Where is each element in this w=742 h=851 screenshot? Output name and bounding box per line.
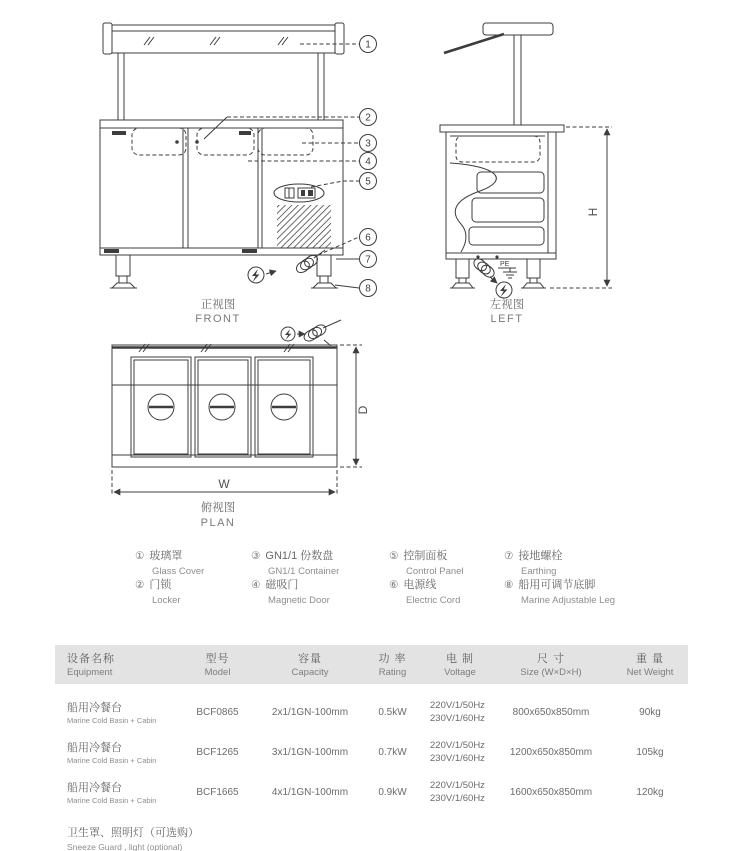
voltage-line-1: 220V/1/50Hz [430, 780, 485, 791]
header-en: Equipment [67, 667, 113, 678]
header-rating [355, 650, 430, 678]
cell-weight: 105kg [636, 746, 664, 758]
callout-marker-7 [360, 251, 377, 268]
legend-number: ② [135, 579, 145, 591]
glass-panel-edge [444, 34, 504, 53]
equipment-en: Marine Cold Basin + Cabin [67, 756, 157, 765]
cell-weight: 90kg [639, 706, 661, 718]
cell-rating: 0.9kW [378, 786, 407, 798]
cell-equipment [55, 739, 170, 765]
legend-number: ③ [251, 550, 261, 562]
legend-label-zh: 接地螺栓 [518, 550, 563, 562]
cell-rating: 0.7kW [378, 746, 407, 758]
cell-equipment [55, 699, 170, 725]
bottom-rail [446, 253, 556, 259]
equipment-zh: 船用冷餐台 [67, 742, 122, 754]
legend-label-en: Locker [152, 595, 181, 606]
header-size [490, 650, 612, 678]
legend-number: ⑧ [504, 579, 514, 591]
legend-label-zh: GN1/1 份数盘 [265, 550, 334, 562]
callout-number: 8 [365, 283, 371, 295]
left-view-label-zh: 左视图 [489, 299, 525, 311]
voltage-line-2: 230V/1/60Hz [430, 793, 485, 804]
cell-equipment [55, 779, 170, 805]
legend-label-zh: 门锁 [149, 579, 172, 591]
callout-marker-2 [360, 109, 377, 126]
legend-item-6 [389, 579, 460, 607]
legend-label-en: Glass Cover [152, 566, 205, 577]
width-dimension [112, 470, 337, 496]
front-view [100, 23, 377, 325]
spec-table-header [55, 645, 688, 684]
cell-weight: 120kg [636, 786, 664, 798]
header-zh: 型号 [205, 653, 230, 665]
legend-item-8 [504, 579, 615, 607]
legend-label-zh: 船用可调节底脚 [518, 579, 596, 591]
callout-number: 1 [365, 39, 371, 51]
legend-item-4 [251, 579, 330, 607]
legend-item-5 [389, 550, 464, 578]
equipment-en: Marine Cold Basin + Cabin [67, 716, 157, 725]
header-capacity [265, 650, 355, 678]
plan-view [112, 320, 370, 529]
legend-item-1 [135, 550, 204, 578]
header-voltage [430, 650, 490, 678]
header-zh: 功 率 [378, 653, 407, 665]
callout-number: 3 [365, 138, 371, 150]
cell-size: 800x650x850mm [512, 706, 590, 718]
table-row [55, 692, 688, 732]
counter-top [100, 120, 343, 128]
legend-label-en: Control Panel [406, 566, 464, 577]
callout-number: 7 [365, 254, 371, 266]
cell-capacity: 3x1/1GN-100mm [271, 746, 349, 758]
depth-dimension [340, 345, 370, 467]
cell-voltage [430, 739, 490, 765]
table-row [55, 732, 688, 772]
header-en: Net Weight [626, 667, 674, 678]
plan-view-label-zh: 俯视图 [200, 502, 236, 514]
equipment-zh: 船用冷餐台 [67, 702, 122, 714]
cell-voltage [430, 779, 490, 805]
legend-number: ⑤ [389, 550, 399, 562]
pe-ground-symbol [498, 261, 517, 278]
height-dimension [550, 127, 612, 288]
front-view-label-zh: 正视图 [200, 299, 236, 311]
header-en: Voltage [444, 667, 476, 678]
cell-model: BCF0865 [196, 706, 239, 718]
header-zh: 容量 [298, 653, 322, 665]
header-weight [612, 650, 688, 678]
callout-marker-5 [360, 173, 377, 190]
header-en: Model [204, 667, 231, 678]
header-zh: 重 量 [635, 653, 665, 665]
header-en: Capacity [291, 667, 329, 678]
callout-marker-1 [360, 36, 377, 53]
callout-marker-4 [360, 153, 377, 170]
note-zh: 卫生罩、照明灯（可选购） [67, 827, 199, 839]
dimension-label-w: W [218, 477, 230, 491]
header-en: Size (W×D×H) [520, 667, 582, 678]
cell-capacity: 2x1/1GN-100mm [271, 706, 349, 718]
note-en: Sneeze Guard , light (optional) [67, 842, 183, 851]
control-panel [274, 184, 324, 202]
equipment-zh: 船用冷餐台 [67, 782, 122, 794]
front-view-label-en: FRONT [195, 313, 241, 325]
header-equipment [55, 650, 170, 678]
cell-size: 1200x650x850mm [509, 746, 593, 758]
callout-number: 6 [365, 232, 371, 244]
legend-item-2 [135, 579, 181, 607]
cell-model: BCF1665 [196, 786, 239, 798]
header-zh: 设备名称 [67, 653, 115, 665]
legend-label-en: Earthing [521, 566, 557, 577]
voltage-line-1: 220V/1/50Hz [430, 700, 485, 711]
dimension-label-h: H [586, 207, 600, 217]
legend-label-en: Electric Cord [406, 595, 461, 606]
support-posts [118, 53, 324, 120]
vent-grille [277, 205, 331, 248]
voltage-line-1: 220V/1/50Hz [430, 740, 485, 751]
power-cord [281, 320, 341, 346]
spec-table [55, 645, 688, 851]
header-model [170, 650, 265, 678]
legend-number: ④ [251, 579, 261, 591]
optional-note [55, 824, 688, 851]
dimension-label-d: D [356, 405, 370, 415]
header-zh: 尺 寸 [536, 653, 566, 665]
legend-label-en: GN1/1 Container [268, 566, 340, 577]
legend-label-zh: 电源线 [403, 579, 437, 591]
callout-marker-3 [360, 135, 377, 152]
legend-label-en: Marine Adjustable Leg [521, 595, 616, 606]
legend-label-en: Magnetic Door [268, 595, 330, 606]
callout-marker-8 [360, 280, 377, 297]
legend-number: ⑦ [504, 550, 514, 562]
cell-rating: 0.5kW [378, 706, 407, 718]
bottom-rail [100, 248, 343, 255]
header-en: Rating [378, 667, 407, 678]
adjustable-legs [450, 255, 546, 288]
legend-item-3 [251, 550, 339, 578]
legend-item-7 [504, 550, 562, 578]
legend-number: ① [135, 550, 145, 562]
glass-cover [103, 23, 344, 54]
spec-table-body [55, 684, 688, 812]
plan-view-label-en: PLAN [200, 517, 236, 529]
header-zh: 电 制 [445, 653, 475, 665]
callout-marker-6 [360, 229, 377, 246]
sneeze-guard [444, 23, 553, 125]
cell-capacity: 4x1/1GN-100mm [271, 786, 349, 798]
equipment-en: Marine Cold Basin + Cabin [67, 796, 157, 805]
table-row [55, 772, 688, 812]
pe-label: PE [500, 261, 510, 268]
legend-number: ⑥ [389, 579, 399, 591]
legend-label-zh: 控制面板 [403, 550, 448, 562]
callout-number: 4 [365, 156, 371, 168]
cell-model: BCF1265 [196, 746, 239, 758]
callout-number: 2 [365, 112, 371, 124]
legend-label-zh: 玻璃罩 [149, 550, 183, 562]
cell-size: 1600x650x850mm [509, 786, 593, 798]
cell-voltage [430, 699, 490, 725]
voltage-line-2: 230V/1/60Hz [430, 753, 485, 764]
callout-number: 5 [365, 176, 371, 188]
voltage-line-2: 230V/1/60Hz [430, 713, 485, 724]
legend-label-zh: 磁吸门 [265, 579, 299, 591]
counter-top [440, 125, 564, 132]
left-view [440, 23, 612, 325]
left-view-label-en: LEFT [490, 313, 524, 325]
